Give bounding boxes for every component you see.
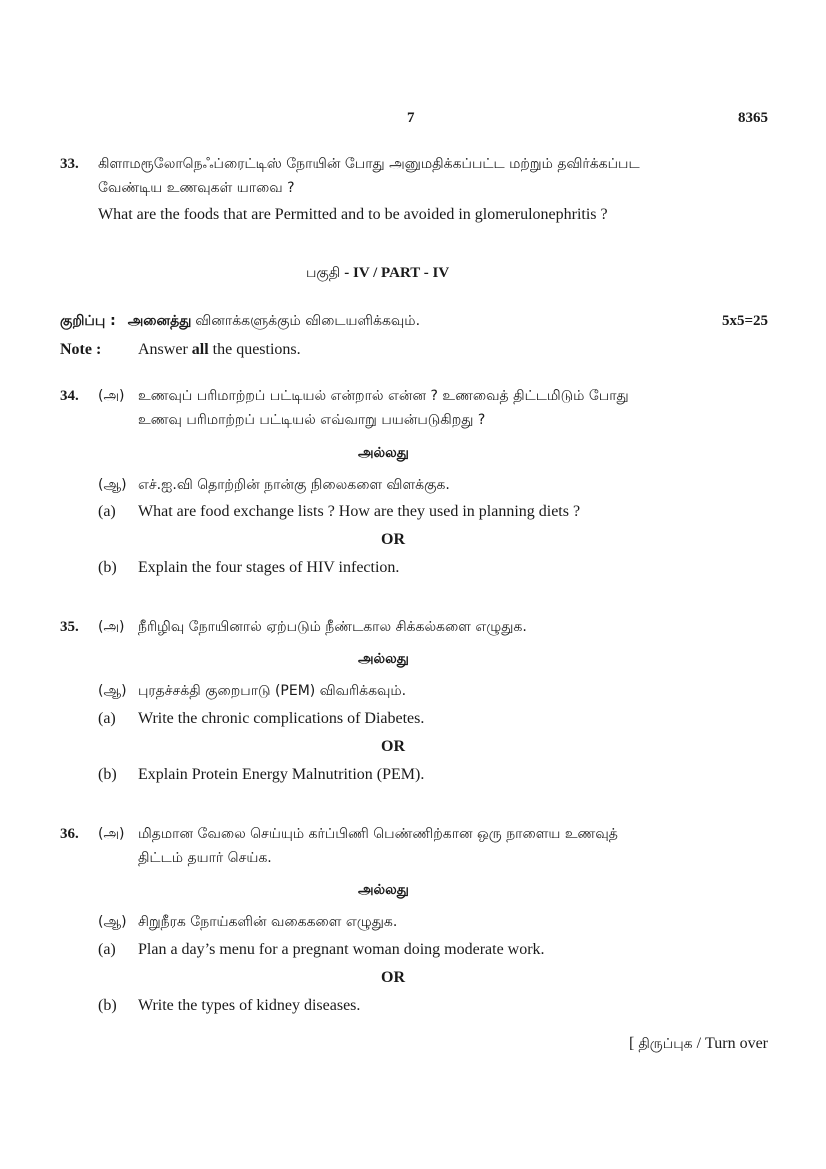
question-34-a-english: What are food exchange lists ? How are they used in planning diets ? [138, 503, 581, 520]
part-heading-tamil: பகுதி [306, 265, 341, 281]
question-36-a-label: (a) [98, 941, 116, 958]
question-35-a-label: (a) [98, 710, 116, 727]
note-english [138, 341, 301, 359]
question-35-or-tamil: அல்லது [358, 651, 409, 667]
question-35-b-marker: (ஆ) [98, 683, 127, 699]
question-35-or-english: OR [381, 738, 405, 755]
question-33-tamil-line2: வேண்டிய உணவுகள் யாவை ? [98, 180, 295, 196]
question-35-b-label: (b) [98, 766, 117, 783]
question-35-number: 35. [60, 619, 79, 635]
turn-over-tamil: திருப்புக [638, 1036, 693, 1052]
note-tamil-label: குறிப்பு : [60, 313, 116, 329]
paper-code: 8365 [738, 110, 768, 126]
turn-over-english: / Turn over [696, 1035, 768, 1052]
question-33-english: What are the foods that are Permitted and to be avoided in glomerulonephritis ? [98, 206, 608, 223]
question-34-a-marker: (அ) [98, 388, 125, 404]
note-english-pre: Answer [138, 341, 188, 358]
question-34-b-label: (b) [98, 559, 117, 576]
note-tamil-bold: அனைத்து [127, 313, 192, 329]
question-34-a-label: (a) [98, 503, 116, 520]
question-35-b-tamil: புரதச்சக்தி குறைபாடு (PEM) விவரிக்கவும். [138, 683, 407, 699]
note-english-post: the questions. [212, 341, 301, 358]
question-36-b-label: (b) [98, 997, 117, 1014]
question-33-number: 33. [60, 156, 79, 172]
question-35-a-tamil: நீரிழிவு நோயினால் ஏற்படும் நீண்டகால சிக்கல்களை எழுதுக. [138, 619, 527, 635]
note-english-label: Note : [60, 341, 102, 358]
question-36-a-english: Plan a day’s menu for a pregnant woman doing moderate work. [138, 941, 545, 958]
question-35-a-english: Write the chronic complications of Diabetes. [138, 710, 425, 727]
question-34-b-tamil: எச்.ஐ.வி தொற்றின் நான்கு நிலைகளை விளக்குக. [138, 477, 450, 493]
note-tamil-rest: வினாக்களுக்கும் விடையளிக்கவும். [195, 313, 421, 329]
part-heading-english: - IV / PART - IV [344, 265, 450, 281]
question-34-a-tamil-line2: உணவு பரிமாற்றப் பட்டியல் எவ்வாறு பயன்படுகிறது ? [138, 412, 486, 428]
question-34-b-english: Explain the four stages of HIV infection. [138, 559, 400, 576]
question-34-number: 34. [60, 388, 79, 404]
question-36-b-english: Write the types of kidney diseases. [138, 997, 361, 1014]
question-36-a-tamil-line1: மிதமான வேலை செய்யும் கர்ப்பிணி பெண்ணிற்கான ஒரு நாளைய உணவுத் [138, 826, 618, 842]
question-34-or-english: OR [381, 531, 405, 548]
question-36-b-marker: (ஆ) [98, 914, 127, 930]
note-marks: 5x5=25 [721, 313, 768, 329]
question-33-tamil-line1: கிளாமரூலோநெஃப்ரைட்டிஸ் நோயின் போது அனுமதிக்கப்பட்ட மற்றும் தவிர்க்கப்பட [98, 156, 640, 172]
question-34-b-marker: (ஆ) [98, 477, 127, 493]
question-36-number: 36. [60, 826, 79, 842]
question-36-b-tamil: சிறுநீரக நோய்களின் வகைகளை எழுதுக. [138, 914, 398, 930]
question-36-or-tamil: அல்லது [358, 882, 409, 898]
question-35-a-marker: (அ) [98, 619, 125, 635]
question-36-a-tamil-line2: திட்டம் தயார் செய்க. [138, 850, 272, 866]
turn-over-bracket: [ [629, 1035, 635, 1052]
question-36-a-marker: (அ) [98, 826, 125, 842]
page-number: 7 [407, 110, 415, 126]
note-tamil [60, 312, 420, 331]
question-36-or-english: OR [381, 969, 405, 986]
question-34-a-tamil-line1: உணவுப் பரிமாற்றப் பட்டியல் என்றால் என்ன ? உணவைத் திட்டமிடும் போது [138, 388, 629, 404]
question-34-or-tamil: அல்லது [358, 445, 409, 461]
part-heading [306, 264, 449, 283]
turn-over-note [629, 1035, 768, 1054]
note-english-bold: all [191, 341, 209, 358]
question-35-b-english: Explain Protein Energy Malnutrition (PEM). [138, 766, 425, 783]
